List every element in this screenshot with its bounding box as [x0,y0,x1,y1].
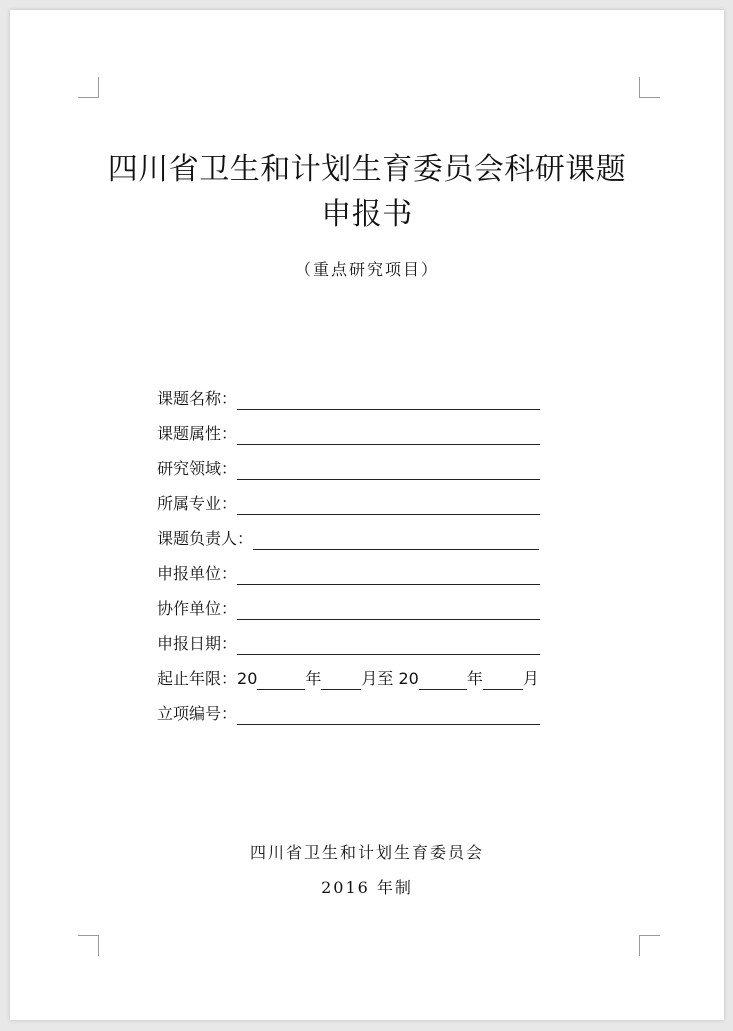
period-month-label: 月 [522,669,539,688]
field-label: 所属专业： [157,494,238,513]
fill-in-line[interactable] [237,634,540,655]
issuing-organization: 四川省卫生和计划生育委员会 [249,843,484,862]
issue-year: 2016 年制 [321,878,413,897]
margin-corner-top-right [639,77,660,98]
document-title-line2: 申报书 [321,197,413,232]
fill-in-end-month[interactable] [483,669,523,690]
fill-in-start-month[interactable] [321,669,361,690]
fill-in-line[interactable] [237,564,540,585]
document-page [10,10,724,1020]
field-label: 起止年限： [157,669,238,688]
field-principal-investigator [157,528,539,550]
fill-in-end-year[interactable] [419,669,467,690]
fill-in-line[interactable] [237,389,540,410]
period-start-prefix: 20 [237,669,258,688]
fill-in-line[interactable] [237,459,540,480]
margin-corner-bottom-left [78,935,99,956]
field-collaborating-unit [157,598,540,620]
field-label: 课题名称： [157,389,238,408]
margin-corner-bottom-right [639,935,660,956]
field-project-number [157,703,540,725]
fill-in-line[interactable] [237,494,540,515]
document-subtitle: （重点研究项目） [294,260,439,279]
field-start-end-years [157,668,539,690]
document-title-line1: 四川省卫生和计划生育委员会科研课题 [107,152,627,187]
fill-in-line[interactable] [237,424,540,445]
fill-in-line[interactable] [237,599,540,620]
field-major [157,493,540,515]
fill-in-line[interactable] [253,529,539,550]
field-label: 课题属性： [157,424,238,443]
field-applicant-unit [157,563,540,585]
period-month-to-label: 月至 20 [361,669,419,688]
fill-in-start-year[interactable] [257,669,305,690]
period-year-label: 年 [305,669,322,688]
field-label: 课题负责人： [157,529,254,548]
fill-in-line[interactable] [237,704,540,725]
margin-corner-top-left [78,77,99,98]
field-topic-attribute [157,423,540,445]
field-research-area [157,458,540,480]
field-label: 申报单位： [157,564,238,583]
field-label: 立项编号： [157,704,238,723]
field-application-date [157,633,540,655]
field-label: 研究领域： [157,459,238,478]
field-topic-name [157,388,540,410]
period-year-label-2: 年 [466,669,483,688]
field-label: 协作单位： [157,599,238,618]
field-label: 申报日期： [157,634,238,653]
